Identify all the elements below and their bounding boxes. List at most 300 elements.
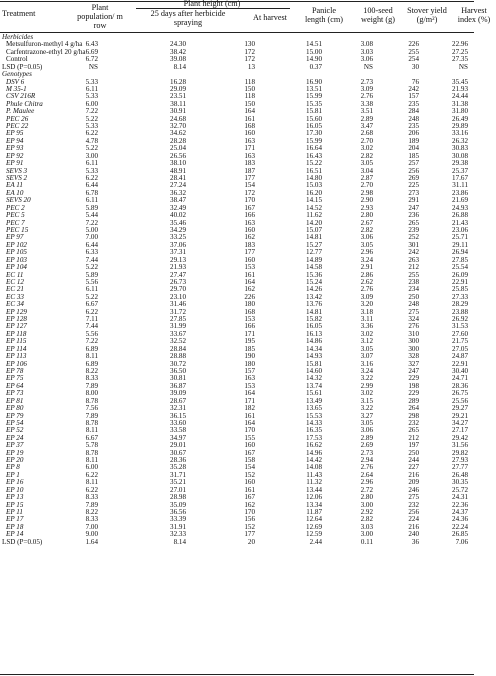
panicle-length-cell: 17.30 <box>306 129 322 138</box>
plant-population-cell: 6.44 <box>85 181 98 190</box>
stover-yield-cell: 189 <box>408 136 419 145</box>
row-label: EP 79 <box>6 411 24 420</box>
row-label: EP 127 <box>6 322 27 331</box>
table-row <box>0 375 474 382</box>
table-row <box>0 190 474 197</box>
plant-population-cell: 7.22 <box>85 337 98 346</box>
row-label: EP 13 <box>6 493 24 502</box>
plant-population-cell: 7.00 <box>85 233 98 242</box>
height-harvest-cell: 167 <box>244 493 255 502</box>
row-label: EC 33 <box>6 292 24 301</box>
height-harvest-cell: 160 <box>244 129 255 138</box>
plant-population-cell: 7.89 <box>85 411 98 420</box>
panicle-length-cell: 16.90 <box>306 77 322 86</box>
seed-weight-cell: 2.90 <box>360 196 373 205</box>
seed-weight-cell: 2.96 <box>360 478 373 487</box>
stover-yield-cell: 224 <box>408 515 419 524</box>
table-row <box>0 264 474 271</box>
row-label: EP 94 <box>6 136 24 145</box>
height-harvest-cell: 152 <box>244 470 255 479</box>
panicle-length-cell: 0.37 <box>309 62 322 71</box>
header-seed-weight-line1: 100-seed <box>363 6 393 15</box>
height-25-days-cell: 39.08 <box>170 55 186 64</box>
stover-yield-cell: 242 <box>408 84 419 93</box>
stover-yield-cell: 242 <box>408 248 419 257</box>
height-25-days-cell: 27.47 <box>170 270 186 279</box>
plant-population-cell: 5.33 <box>85 166 98 175</box>
harvest-index-cell: 22.96 <box>452 40 468 49</box>
row-label: EP 113 <box>6 352 27 361</box>
table-row <box>0 398 474 405</box>
height-25-days-cell: 27.85 <box>170 315 186 324</box>
plant-population-cell: 6.78 <box>85 188 98 197</box>
height-25-days-cell: 31.72 <box>170 307 186 316</box>
seed-weight-cell: 3.12 <box>360 337 373 346</box>
harvest-index-cell: 25.56 <box>452 396 468 405</box>
height-25-days-cell: 38.11 <box>170 99 186 108</box>
seed-weight-cell: 2.76 <box>360 92 373 101</box>
table-row <box>0 390 474 397</box>
table-row <box>0 457 474 464</box>
height-25-days-cell: 36.87 <box>170 381 186 390</box>
harvest-index-cell: NS <box>458 62 468 71</box>
table-row <box>0 361 474 368</box>
table-row <box>0 249 474 256</box>
seed-weight-cell: 3.03 <box>360 47 373 56</box>
harvest-index-cell: 27.60 <box>452 329 468 338</box>
height-25-days-cell: 28.41 <box>170 174 186 183</box>
height-25-days-cell: 25.04 <box>170 144 186 153</box>
stover-yield-cell: 244 <box>408 456 419 465</box>
height-harvest-cell: 130 <box>244 40 255 49</box>
panicle-length-cell: 11.43 <box>306 470 322 479</box>
row-label: P. Maulee <box>6 107 35 116</box>
panicle-length-cell: 2.44 <box>309 537 322 546</box>
table-row <box>0 442 474 449</box>
seed-weight-cell: NS <box>363 62 373 71</box>
height-harvest-cell: 164 <box>244 389 255 398</box>
harvest-index-cell: 28.36 <box>452 381 468 390</box>
panicle-length-cell: 13.76 <box>306 300 322 309</box>
harvest-index-cell: 23.88 <box>452 307 468 316</box>
row-label: PEC 22 <box>6 122 29 131</box>
stover-yield-cell: 265 <box>408 426 419 435</box>
seed-weight-cell: 2.86 <box>360 270 373 279</box>
plant-population-cell: 5.22 <box>85 292 98 301</box>
panicle-length-cell: 12.69 <box>306 522 322 531</box>
height-harvest-cell: 172 <box>244 188 255 197</box>
plant-population-cell: 8.33 <box>85 515 98 524</box>
harvest-index-cell: 26.75 <box>452 389 468 398</box>
seed-weight-cell: 3.00 <box>360 500 373 509</box>
panicle-length-cell: 16.05 <box>306 122 322 131</box>
stover-yield-cell: 247 <box>408 366 419 375</box>
seed-weight-cell: 3.09 <box>360 84 373 93</box>
harvest-index-cell: 29.42 <box>452 433 468 442</box>
table-row <box>0 531 474 538</box>
seed-weight-cell: 2.93 <box>360 203 373 212</box>
height-25-days-cell: 48.91 <box>170 166 186 175</box>
row-label: EP 105 <box>6 248 27 257</box>
stover-yield-cell: 298 <box>408 411 419 420</box>
seed-weight-cell: 3.05 <box>360 240 373 249</box>
panicle-length-cell: 14.81 <box>306 233 322 242</box>
row-label: EC 34 <box>6 300 24 309</box>
row-label: EP 78 <box>6 366 24 375</box>
height-25-days-cell: 29.13 <box>170 255 186 264</box>
row-label: EP 93 <box>6 144 24 153</box>
table-row <box>0 234 474 241</box>
plant-population-cell: 6.22 <box>85 129 98 138</box>
row-label: EP 129 <box>6 307 27 316</box>
header-plant-height: Plant height (cm) <box>183 0 241 8</box>
harvest-index-cell: 30.40 <box>452 366 468 375</box>
stover-yield-cell: 232 <box>408 418 419 427</box>
seed-weight-cell: 3.05 <box>360 344 373 353</box>
height-harvest-cell: 153 <box>244 263 255 272</box>
height-25-days-cell: 35.46 <box>170 218 186 227</box>
stover-yield-cell: 301 <box>408 240 419 249</box>
harvest-index-cell: 27.77 <box>452 463 468 472</box>
header-bottom-rule <box>0 32 474 33</box>
harvest-index-cell: 22.91 <box>452 359 468 368</box>
table-row <box>0 331 474 338</box>
height-25-days-cell: 36.50 <box>170 366 186 375</box>
table-row <box>0 516 474 523</box>
row-label: EP 97 <box>6 233 24 242</box>
height-25-days-cell: 28.98 <box>170 493 186 502</box>
plant-population-cell: 5.89 <box>85 270 98 279</box>
height-harvest-cell: 172 <box>244 47 255 56</box>
height-harvest-cell: 163 <box>244 136 255 145</box>
stover-yield-cell: 232 <box>408 500 419 509</box>
stover-yield-cell: 264 <box>408 404 419 413</box>
height-25-days-cell: 32.70 <box>170 122 186 131</box>
table-row <box>0 257 474 264</box>
height-harvest-cell: 170 <box>244 196 255 205</box>
height-25-days-cell: 35.21 <box>170 478 186 487</box>
table-row <box>0 145 474 152</box>
plant-population-cell: 8.11 <box>85 456 98 465</box>
plant-population-cell: 6.11 <box>85 84 98 93</box>
seed-weight-cell: 3.00 <box>360 530 373 539</box>
section-label: Herbicides <box>2 33 34 41</box>
seed-weight-cell: 3.06 <box>360 426 373 435</box>
height-harvest-cell: 157 <box>244 366 255 375</box>
stover-yield-cell: 216 <box>408 522 419 531</box>
plant-population-cell: 7.11 <box>85 315 98 324</box>
plant-population-cell: 6.89 <box>85 359 98 368</box>
seed-weight-cell: 2.89 <box>360 114 373 123</box>
stover-yield-cell: 204 <box>408 144 419 153</box>
height-25-days-cell: 32.31 <box>170 404 186 413</box>
table-row <box>0 160 474 167</box>
plant-population-cell: 3.00 <box>85 151 98 160</box>
panicle-length-cell: 14.33 <box>306 418 322 427</box>
plant-population-cell: 1.64 <box>85 537 98 546</box>
plant-population-cell: 6.11 <box>85 159 98 168</box>
height-harvest-cell: 154 <box>244 181 255 190</box>
height-25-days-cell: 30.91 <box>170 107 186 116</box>
seed-weight-cell: 2.91 <box>360 263 373 272</box>
height-harvest-cell: 164 <box>244 277 255 286</box>
height-harvest-cell: 164 <box>244 418 255 427</box>
panicle-length-cell: 13.44 <box>306 485 322 494</box>
table-row <box>0 427 474 434</box>
row-label: EP 20 <box>6 456 24 465</box>
table-row <box>0 130 474 137</box>
height-25-days-cell: 36.56 <box>170 508 186 516</box>
plant-population-cell: 5.56 <box>85 329 98 338</box>
table-row <box>0 64 474 71</box>
row-label: EP 115 <box>6 337 27 346</box>
harvest-index-cell: 27.85 <box>452 255 468 264</box>
table-row <box>0 294 474 301</box>
harvest-index-cell: 31.80 <box>452 107 468 116</box>
row-label: EP 16 <box>6 478 24 487</box>
seed-weight-cell: 3.05 <box>360 418 373 427</box>
plant-population-cell: 5.33 <box>85 92 98 101</box>
harvest-index-cell: 24.44 <box>452 92 468 101</box>
harvest-index-cell: 31.11 <box>452 181 468 190</box>
stover-yield-cell: 327 <box>408 359 419 368</box>
panicle-length-cell: 13.49 <box>306 396 322 405</box>
seed-weight-cell: 2.92 <box>360 508 373 516</box>
height-25-days-cell: 24.68 <box>170 114 186 123</box>
seed-weight-cell: 2.82 <box>360 225 373 234</box>
seed-weight-cell: 2.76 <box>360 285 373 294</box>
seed-weight-cell: 3.08 <box>360 40 373 49</box>
harvest-index-cell: 28.29 <box>452 300 468 309</box>
height-harvest-cell: 150 <box>244 84 255 93</box>
seed-weight-cell: 3.03 <box>360 522 373 531</box>
panicle-length-cell: 14.51 <box>306 40 322 49</box>
stover-yield-cell: 236 <box>408 211 419 220</box>
harvest-index-cell: 26.85 <box>452 530 468 539</box>
stover-yield-cell: 212 <box>408 433 419 442</box>
harvest-index-cell: 35.45 <box>452 77 468 86</box>
stover-yield-cell: 275 <box>408 307 419 316</box>
row-label: EP 114 <box>6 344 27 353</box>
height-harvest-cell: 183 <box>244 159 255 168</box>
table-row <box>0 487 474 494</box>
seed-weight-cell: 2.89 <box>360 433 373 442</box>
panicle-length-cell: 14.52 <box>306 203 322 212</box>
height-25-days-cell: 24.30 <box>170 40 186 49</box>
panicle-length-cell: 15.24 <box>306 277 322 286</box>
plant-population-cell: 6.11 <box>85 285 98 294</box>
row-label: EP 37 <box>6 441 24 450</box>
height-harvest-cell: 182 <box>244 404 255 413</box>
stover-yield-cell: 229 <box>408 389 419 398</box>
height-25-days-cell: 30.67 <box>170 448 186 457</box>
stover-yield-cell: 269 <box>408 174 419 183</box>
plant-population-cell: 8.33 <box>85 493 98 502</box>
height-harvest-cell: 161 <box>244 114 255 123</box>
height-25-days-cell: 32.52 <box>170 337 186 346</box>
row-label: EP 81 <box>6 396 24 405</box>
plant-population-cell: 7.00 <box>85 522 98 531</box>
harvest-index-cell: 30.08 <box>452 151 468 160</box>
table-row <box>0 316 474 323</box>
seed-weight-cell: 2.82 <box>360 515 373 524</box>
height-harvest-cell: 160 <box>244 478 255 487</box>
seed-weight-cell: 2.68 <box>360 129 373 138</box>
panicle-length-cell: 15.81 <box>306 359 322 368</box>
height-harvest-cell: 154 <box>244 463 255 472</box>
plant-population-cell: 6.67 <box>85 300 98 309</box>
row-label: EP 104 <box>6 263 27 272</box>
seed-weight-cell: 2.76 <box>360 463 373 472</box>
harvest-index-cell: 25.71 <box>452 233 468 242</box>
harvest-index-cell: 27.35 <box>452 55 468 64</box>
harvest-index-cell: 27.17 <box>452 426 468 435</box>
height-25-days-cell: 23.51 <box>170 92 186 101</box>
panicle-length-cell: 15.60 <box>306 114 322 123</box>
height-harvest-cell: 20 <box>247 537 255 546</box>
height-harvest-cell: 168 <box>244 307 255 316</box>
plant-population-cell: 5.22 <box>85 263 98 272</box>
height-harvest-cell: 161 <box>244 411 255 420</box>
stover-yield-cell: 255 <box>408 270 419 279</box>
panicle-length-cell: 16.20 <box>306 188 322 197</box>
panicle-length-cell: 14.60 <box>306 366 322 375</box>
seed-weight-cell: 2.98 <box>360 188 373 197</box>
harvest-index-cell: 24.93 <box>452 203 468 212</box>
panicle-length-cell: 13.65 <box>306 404 322 413</box>
harvest-index-cell: 26.94 <box>452 248 468 257</box>
plant-population-cell: 7.89 <box>85 500 98 509</box>
row-label: Phule Chitra <box>6 99 43 108</box>
height-25-days-cell: 37.31 <box>170 248 186 257</box>
row-label: SEVS 2 <box>6 174 28 183</box>
height-harvest-cell: 158 <box>244 456 255 465</box>
stover-yield-cell: 328 <box>408 352 419 361</box>
table-row <box>0 309 474 316</box>
table-row <box>0 353 474 360</box>
row-label: PEC 26 <box>6 114 29 123</box>
plant-population-cell: 6.22 <box>85 174 98 183</box>
table-row <box>0 413 474 420</box>
row-label: EP 10 <box>6 485 24 494</box>
row-label: EP 102 <box>6 240 27 249</box>
stover-yield-cell: 227 <box>408 463 419 472</box>
height-harvest-cell: 171 <box>244 329 255 338</box>
row-label: EP 1 <box>6 470 20 479</box>
panicle-length-cell: 13.51 <box>306 84 322 93</box>
plant-population-cell: 5.33 <box>85 77 98 86</box>
plant-population-cell: 6.72 <box>85 55 98 64</box>
stover-yield-cell: 324 <box>408 315 419 324</box>
seed-weight-cell: 3.18 <box>360 307 373 316</box>
row-label: EP 118 <box>6 329 27 338</box>
stover-yield-cell: 248 <box>408 300 419 309</box>
seed-weight-cell: 2.73 <box>360 448 373 457</box>
harvest-index-cell: 27.93 <box>452 456 468 465</box>
harvest-index-cell: 23.86 <box>452 188 468 197</box>
height-25-days-cell: 27.01 <box>170 485 186 494</box>
stover-yield-cell: 206 <box>408 129 419 138</box>
panicle-length-cell: 14.15 <box>306 196 322 205</box>
row-label: SEVS 20 <box>6 196 31 205</box>
row-label: SEVS 3 <box>6 166 28 175</box>
panicle-length-cell: 11.87 <box>306 508 322 516</box>
harvest-index-cell: 29.27 <box>452 404 468 413</box>
height-25-days-cell: 31.71 <box>170 470 186 479</box>
panicle-length-cell: 14.90 <box>306 55 322 64</box>
height-harvest-cell: 170 <box>244 426 255 435</box>
table-row <box>0 346 474 353</box>
stover-yield-cell: 254 <box>408 55 419 64</box>
table-row <box>0 175 474 182</box>
height-harvest-cell: 161 <box>244 485 255 494</box>
plant-population-cell: 5.22 <box>85 144 98 153</box>
plant-population-cell: 8.11 <box>85 352 98 361</box>
height-25-days-cell: 31.46 <box>170 300 186 309</box>
height-harvest-cell: 168 <box>244 122 255 131</box>
row-label: CSV 216R <box>6 92 36 101</box>
stover-yield-cell: 36 <box>411 537 419 546</box>
row-label: EC 12 <box>6 277 24 286</box>
panicle-length-cell: 14.89 <box>306 255 322 264</box>
height-harvest-cell: 150 <box>244 99 255 108</box>
height-25-days-cell: 29.09 <box>170 84 186 93</box>
height-25-days-cell: 35.09 <box>170 500 186 509</box>
plant-population-cell: 6.33 <box>85 248 98 257</box>
stover-yield-cell: 275 <box>408 493 419 502</box>
seed-weight-cell: 3.02 <box>360 389 373 398</box>
plant-population-cell: 5.00 <box>85 225 98 234</box>
plant-population-cell: 9.00 <box>85 530 98 539</box>
stover-yield-cell: 310 <box>408 329 419 338</box>
height-harvest-cell: 172 <box>244 55 255 64</box>
height-harvest-cell: 187 <box>244 166 255 175</box>
plant-population-cell: 6.43 <box>85 40 98 49</box>
header-panicle-line2: length (cm) <box>305 15 343 24</box>
height-25-days-cell: 33.25 <box>170 233 186 242</box>
height-harvest-cell: 180 <box>244 359 255 368</box>
seed-weight-cell: 2.94 <box>360 456 373 465</box>
row-label: EA 10 <box>6 188 24 197</box>
plant-population-cell: 5.78 <box>85 441 98 450</box>
table-row <box>0 472 474 479</box>
table-row <box>0 220 474 227</box>
harvest-index-cell: 24.31 <box>452 493 468 502</box>
height-harvest-cell: 226 <box>244 292 255 301</box>
seed-weight-cell: 2.80 <box>360 493 373 502</box>
harvest-index-cell: 24.87 <box>452 352 468 361</box>
harvest-index-cell: 7.06 <box>455 537 468 546</box>
stover-yield-cell: 185 <box>408 151 419 160</box>
height-25-days-cell: 26.73 <box>170 277 186 286</box>
table-row <box>0 205 474 212</box>
panicle-length-cell: 15.99 <box>306 136 322 145</box>
row-label: EP 75 <box>6 374 24 383</box>
height-harvest-cell: 118 <box>244 92 255 101</box>
row-label: EC 11 <box>6 270 24 279</box>
header-panicle-line1: Panicle <box>311 6 337 15</box>
height-harvest-cell: 167 <box>244 203 255 212</box>
harvest-index-cell: 24.71 <box>452 374 468 383</box>
row-label: M 35-1 <box>6 84 27 93</box>
section-heading <box>0 71 474 78</box>
height-25-days-cell: 23.10 <box>170 292 186 301</box>
header-days-after-line1: 25 days after herbicide <box>150 9 226 18</box>
plant-population-cell: 6.00 <box>85 463 98 472</box>
panicle-length-cell: 16.51 <box>306 166 322 175</box>
table-row <box>0 101 474 108</box>
height-harvest-cell: 160 <box>244 255 255 264</box>
